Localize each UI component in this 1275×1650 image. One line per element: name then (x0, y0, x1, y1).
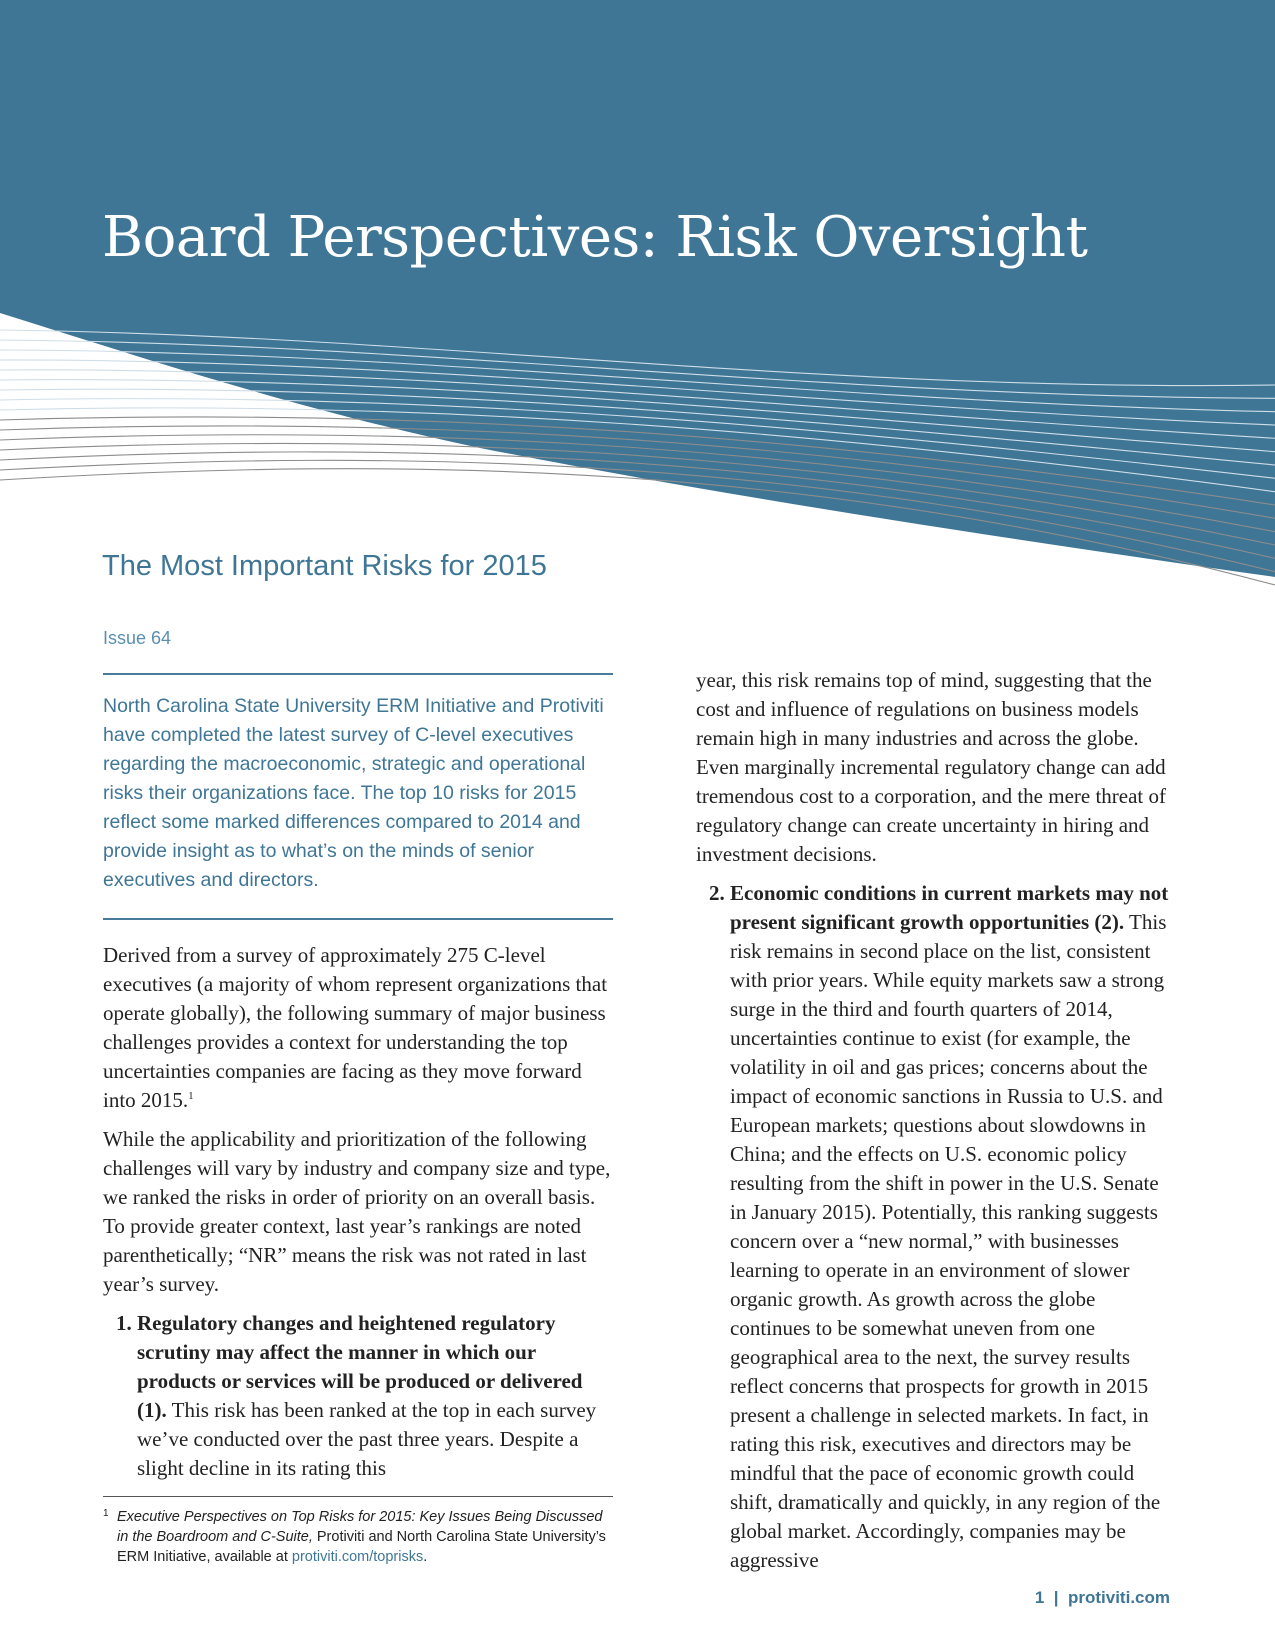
risk-1-continuation: year, this risk remains top of mind, suggesting that the cost and influence of regulations on business models remain high in many industries and across the globe. Even marginally incremental regulatory change can add tremendous cost to a corporation, and the mere threat of regulatory change can create uncertainty in hiring and investment decisions. (696, 668, 1166, 866)
footnote-source-detail: Protiviti and North Carolina State University’s ERM Initiative, available at (117, 1529, 606, 1565)
risk-heading: Regulatory changes and heightened regulatory scrutiny may affect the manner in which our products or services will be produced or delivered (1). (137, 1311, 583, 1422)
footnote-text (103, 1507, 613, 1567)
intro-summary: North Carolina State University ERM Initiative and Protiviti have completed the latest survey of C-level executives regarding the macroeconomic, strategic and operational risks their organizations face. The top 10 risks for 2015 reflect some marked differences compared to 2014 and provide insight as to what’s on the minds of senior executives and directors. (103, 695, 604, 891)
banner-background (0, 0, 1275, 577)
footnote-divider (103, 1496, 613, 1497)
risk-list (103, 1309, 613, 1483)
document-title: Board Perspectives: Risk Oversight (102, 205, 1088, 270)
footnote-link[interactable]: protiviti.com/toprisks (291, 1549, 424, 1565)
header-banner (0, 0, 1275, 600)
risk-item-1 (137, 1309, 613, 1483)
page-number: 1 (1034, 1588, 1045, 1607)
issue-number: Issue 64 (103, 628, 172, 648)
document-subtitle: The Most Important Risks for 2015 (102, 550, 547, 582)
page-footer (1035, 1588, 1170, 1608)
left-column (103, 941, 613, 1493)
risk-list-continued (696, 879, 1171, 1575)
footer-separator: | (1053, 1588, 1059, 1607)
intro-bottom-rule (103, 918, 613, 920)
footnote (103, 1507, 613, 1567)
risk-item-2 (730, 879, 1171, 1575)
footnote-period: . (423, 1549, 428, 1565)
right-column (696, 666, 1171, 1585)
footnote-reference: 1 (188, 1090, 194, 1102)
paragraph-text: Derived from a survey of approximately 275 C-level executives (a majority of whom represent organizations that operate globally), the following summary of major business challenges provides a context for understanding the top uncertainties companies are facing as they move forward into 2015. (103, 943, 608, 1112)
footnote-number: 1 (103, 1508, 109, 1519)
footnote-source-title: Executive Perspectives on Top Risks for 2015: Key Issues Being Discussed in the Boardroom and C-Suite, (117, 1509, 603, 1545)
risk-description: This risk remains in second place on the list, consistent with prior years. While equity markets saw a strong surge in the third and fourth quarters of 2014, uncertainties continue to exist (for example, the volatility in oil and gas prices; concerns about the impact of economic sanctions in Russia to U.S. and European markets; questions about slowdowns in China; and the effects on U.S. economic policy resulting from the shift in power in the U.S. Senate in January 2015). Potentially, this ranking suggests concern over a “new normal,” with businesses learning to operate in an environment of slower organic growth. As growth across the globe continues to be somewhat uneven from one geographical area to the next, the survey results reflect concerns that prospects for growth in 2015 present a challenge in selected markets. In fact, in rating this risk, executives and directors may be mindful that the pace of economic growth could shift, dramatically and quickly, in any region of the global market. Accordingly, companies may be aggressive (730, 910, 1167, 1572)
intro-top-rule (103, 673, 613, 675)
risk-heading: Economic conditions in current markets may not present significant growth opportunities (2). (730, 881, 1169, 934)
footer-website-link[interactable]: protiviti.com (1067, 1588, 1170, 1607)
risk-description: This risk has been ranked at the top in each survey we’ve conducted over the past three years. Despite a slight decline in its rating this (137, 1398, 597, 1480)
body-paragraph (103, 941, 613, 1115)
body-paragraph: While the applicability and prioritization of the following challenges will vary by industry and company size and type, we ranked the risks in order of priority on an overall basis. To provide greater context, last year’s rankings are noted parenthetically; “NR” means the risk was not rated in last year’s survey. (103, 1127, 611, 1296)
